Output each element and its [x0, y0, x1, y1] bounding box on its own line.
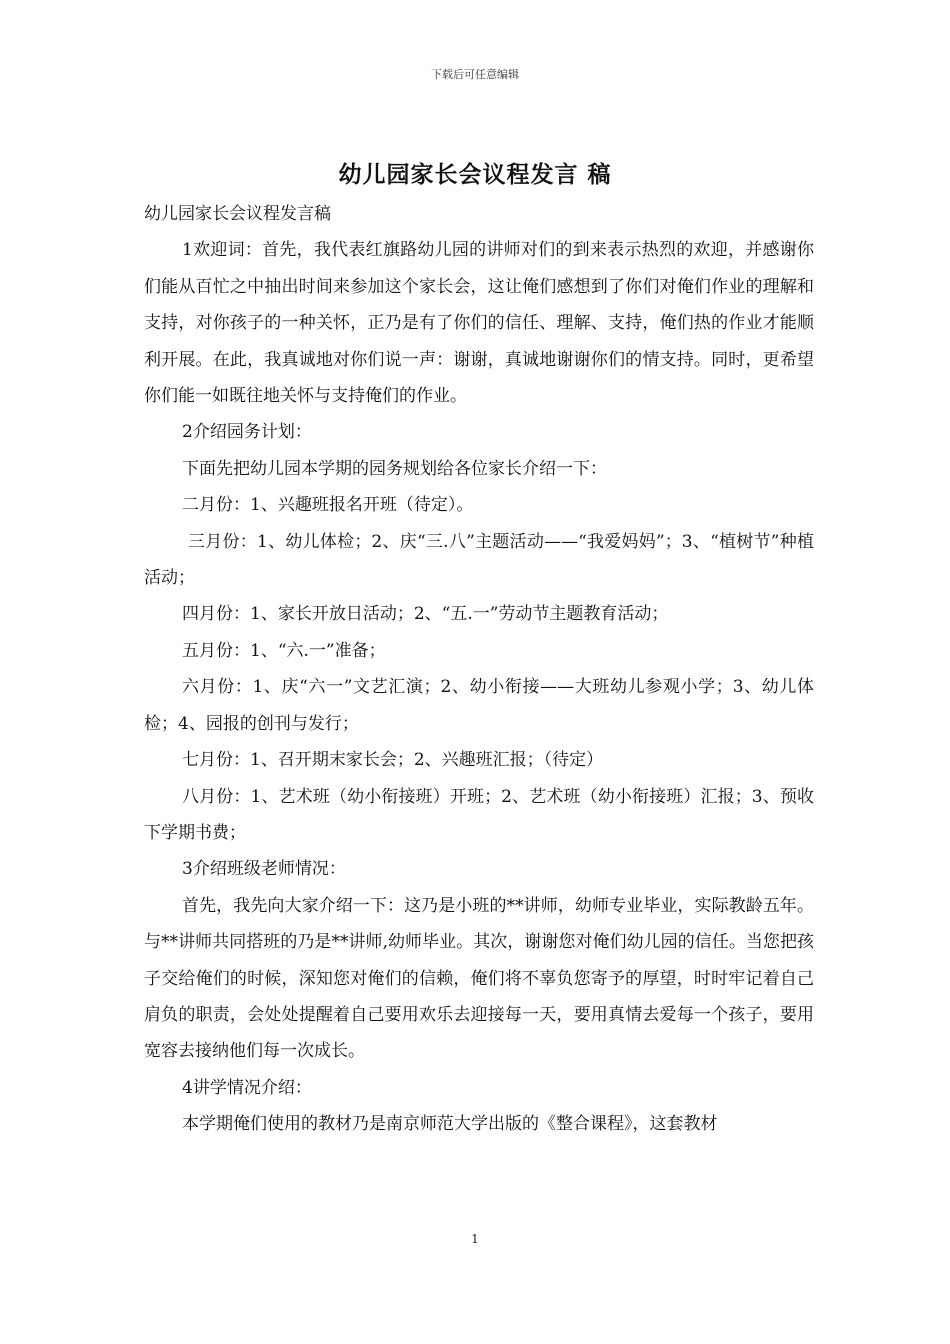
paragraph-plan-intro: 下面先把幼儿园本学期的园务规划给各位家长介绍一下：	[182, 458, 607, 479]
paragraph-teachers: 首先，我先向大家介绍一下：这乃是小班的**讲师，幼师专业毕业，实际教龄五年。与**讲师共同搭班的乃是**讲师,幼师毕业。其次，谢谢您对俺们幼儿园的信任。当您把孩子交给俺们的时候，深知您对俺们的信赖，俺们将不辜负您寄予的厚望，时时牢记着自己肩负的职责，会处处提醒着自己要用欢乐去迎接每一天，要用真情去爱每一个孩子，要用宽容去接纳他们每一次成长。	[144, 895, 814, 1062]
plan-item-june: 六月份：1、庆“六一”文艺汇演；2、幼小衔接——大班幼儿参观小学；3、幼儿体检；4、园报的创刊与发行；	[144, 677, 815, 734]
plan-item-may: 五月份：1、“六.一”准备；	[182, 640, 386, 661]
section-heading-teaching: 4讲学情况介绍：	[182, 1077, 312, 1098]
section-heading-plan: 2介绍园务计划：	[182, 422, 312, 443]
plan-item-july: 七月份：1、召开期末家长会；2、兴趣班汇报；（待定）	[182, 750, 604, 771]
plan-item-february: 二月份：1、兴趣班报名开班（待定）。	[182, 495, 474, 516]
section-heading-teachers: 3介绍班级老师情况：	[182, 859, 346, 880]
plan-item-august: 八月份：1、艺术班（幼小衔接班）开班；2、艺术班（幼小衔接班）汇报；3、预收下学期书费；	[144, 786, 814, 843]
document-body	[144, 196, 814, 1143]
subtitle-paragraph: 幼儿园家长会议程发言稿	[144, 204, 331, 224]
page-number: 1	[471, 1232, 479, 1246]
document-title: 幼儿园家长会议程发言 稿	[338, 162, 612, 188]
plan-item-april: 四月份：1、家长开放日活动；2、“五.一”劳动节主题教育活动；	[182, 604, 669, 625]
paragraph-welcome: 1欢迎词：首先，我代表红旗路幼儿园的讲师对们的到来表示热烈的欢迎，并感谢你们能从百忙之中抽出时间来参加这个家长会，这让俺们感想到了你们对俺们作业的理解和支持，对你孩子的一种关怀，正乃是有了你们的信任、理解、支持，俺们热的作业才能顺利开展。在此，我真诚地对你们说一声：谢谢，真诚地谢谢你们的情支持。同时，更希望你们能一如既往地关怀与支持俺们的作业。	[144, 240, 814, 407]
plan-item-march: 三月份：1、幼儿体检；2、庆“三.八”主题活动——“我爱妈妈”；3、“植树节”种植活动；	[144, 531, 814, 589]
page-header: 下载后可任意编辑	[431, 68, 519, 81]
paragraph-teaching: 本学期俺们使用的教材乃是南京师范大学出版的《整合课程》，这套教材	[182, 1114, 718, 1135]
